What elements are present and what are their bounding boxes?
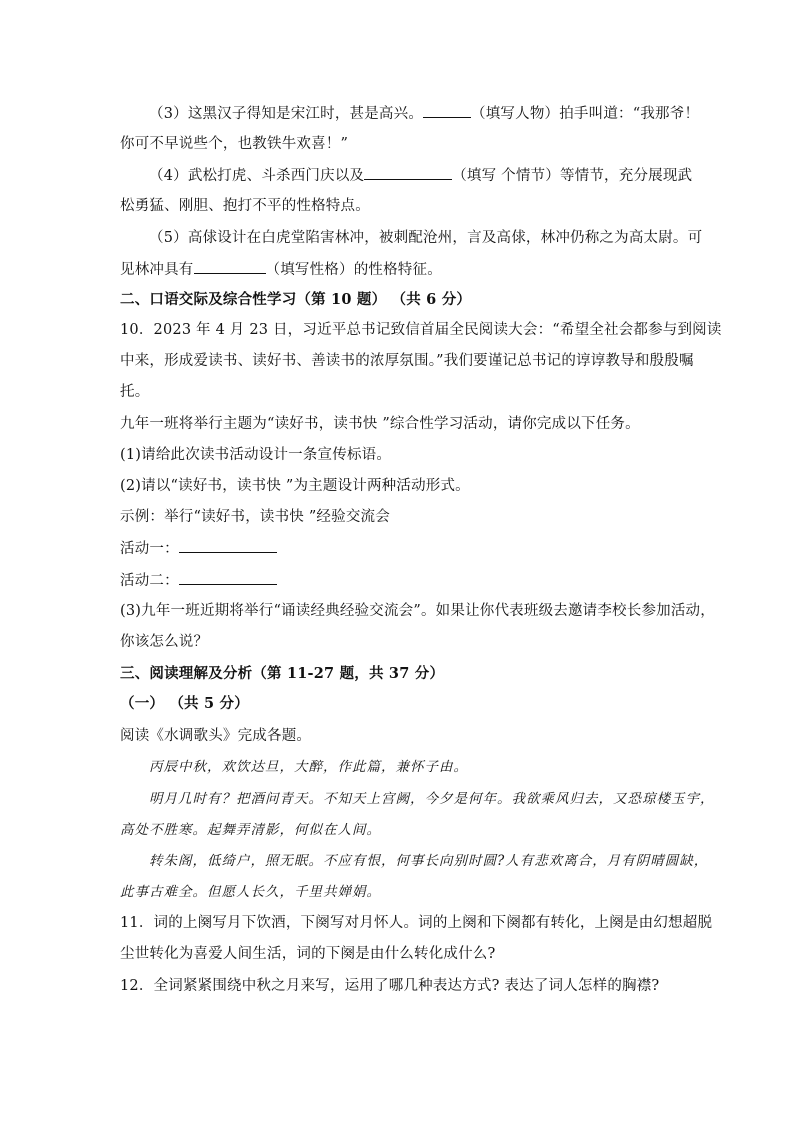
activity-1-line [120, 538, 277, 559]
question-10-line-1: 10．2023 年 4 月 23 日，习近平总书记致信首届全民阅读大会：“希望全社会都参与到阅读 [120, 322, 722, 338]
question-10-line-3: 托。 [120, 384, 150, 400]
question-5-text-b: 见林冲具有 [120, 262, 194, 278]
poem-stanza-1-line-1: 明月几时有？把酒问青天。不知天上宫阙，今夕是何年。我欲乘风归去，又恐琼楼玉宇， [149, 791, 715, 807]
section-3-subheading: （一） （共 5 分） [120, 695, 249, 712]
activity-1-blank[interactable] [179, 538, 277, 553]
question-4-text-a: （4）武松打虎、斗杀西门庆以及 [149, 168, 365, 184]
section-3-heading: 三、阅读理解及分析（第 11-27 题，共 37 分） [120, 665, 445, 682]
activity-2-blank[interactable] [179, 570, 277, 585]
question-10-line-2: 中来，形成爱读书、读好书、善读书的浓厚氛围。”我们要谨记总书记的谆谆教导和殷殷嘱 [120, 353, 694, 369]
poem-preface: 丙辰中秋，欢饮达旦，大醉，作此篇，兼怀子由。 [149, 759, 468, 775]
answer-blank-trait[interactable] [194, 259, 266, 274]
poem-stanza-2-line-2: 此事古难全。但愿人长久，千里共婵娟。 [120, 884, 381, 900]
task-2-example: 示例：举行“读好书，读书快 ”经验交流会 [120, 509, 390, 525]
section-2-heading: 二、口语交际及综合性学习（第 10 题） （共 6 分） [120, 291, 472, 308]
question-12: 12．全词紧紧围绕中秋之月来写，运用了哪几种表达方式? 表达了词人怎样的胸襟? [120, 978, 660, 994]
question-5-line-1: （5）高俅设计在白虎堂陷害林冲，被刺配沧州，言及高俅，林冲仍称之为高太尉。可 [149, 230, 703, 246]
task-3-line-2: 你该怎么说？ [120, 634, 209, 650]
activity-2-label: 活动二： [120, 573, 179, 589]
activity-2-line [120, 570, 277, 591]
answer-blank-person[interactable] [423, 103, 471, 118]
question-11-line-1: 11．词的上阕写月下饮酒，下阕写对月怀人。词的上阕和下阕都有转化，上阕是由幻想超脱 [120, 915, 713, 931]
question-4-line-2: 松勇猛、刚胆、抱打不平的性格特点。 [120, 198, 370, 214]
question-3-line-1 [149, 103, 699, 124]
task-2: (2)请以“读好书，读书快 ”为主题设计两种活动形式。 [120, 478, 470, 494]
question-3-line-2: 你可不早说些个，也教铁牛欢喜！” [120, 136, 349, 152]
poem-stanza-2-line-1: 转朱阁，低绮户，照无眠。不应有恨，何事长向别时圆?人有悲欢离合，月有阴晴圆缺， [149, 853, 709, 869]
question-11-line-2: 尘世转化为喜爱人间生活，词的下阕是由什么转化成什么? [120, 946, 496, 962]
activity-intro: 九年一班将举行主题为“读好书，读书快 ”综合性学习活动，请你完成以下任务。 [120, 416, 640, 432]
poem-stanza-1-line-2: 高处不胜寒。起舞弄清影，何似在人间。 [120, 822, 381, 838]
task-3-line-1: (3)九年一班近期将举行“诵读经典经验交流会”。如果让你代表班级去邀请李校长参加活动， [120, 603, 715, 619]
question-5-line-2 [120, 259, 442, 280]
task-1: (1)请给此次读书活动设计一条宣传标语。 [120, 447, 392, 463]
answer-blank-plot[interactable] [364, 165, 452, 180]
activity-1-label: 活动一： [120, 541, 179, 557]
reading-instruction: 阅读《水调歌头》完成各题。 [120, 728, 312, 744]
question-4-text-b: （填写 个情节）等情节，充分展现武 [452, 168, 693, 184]
question-3-text-b: （填写人物）拍手叫道：“我那爷！ [471, 106, 700, 122]
question-3-text-a: （3）这黑汉子得知是宋江时，甚是高兴。 [149, 106, 424, 122]
question-4-line-1 [149, 165, 692, 186]
question-5-text-c: （填写性格）的性格特征。 [265, 262, 442, 278]
